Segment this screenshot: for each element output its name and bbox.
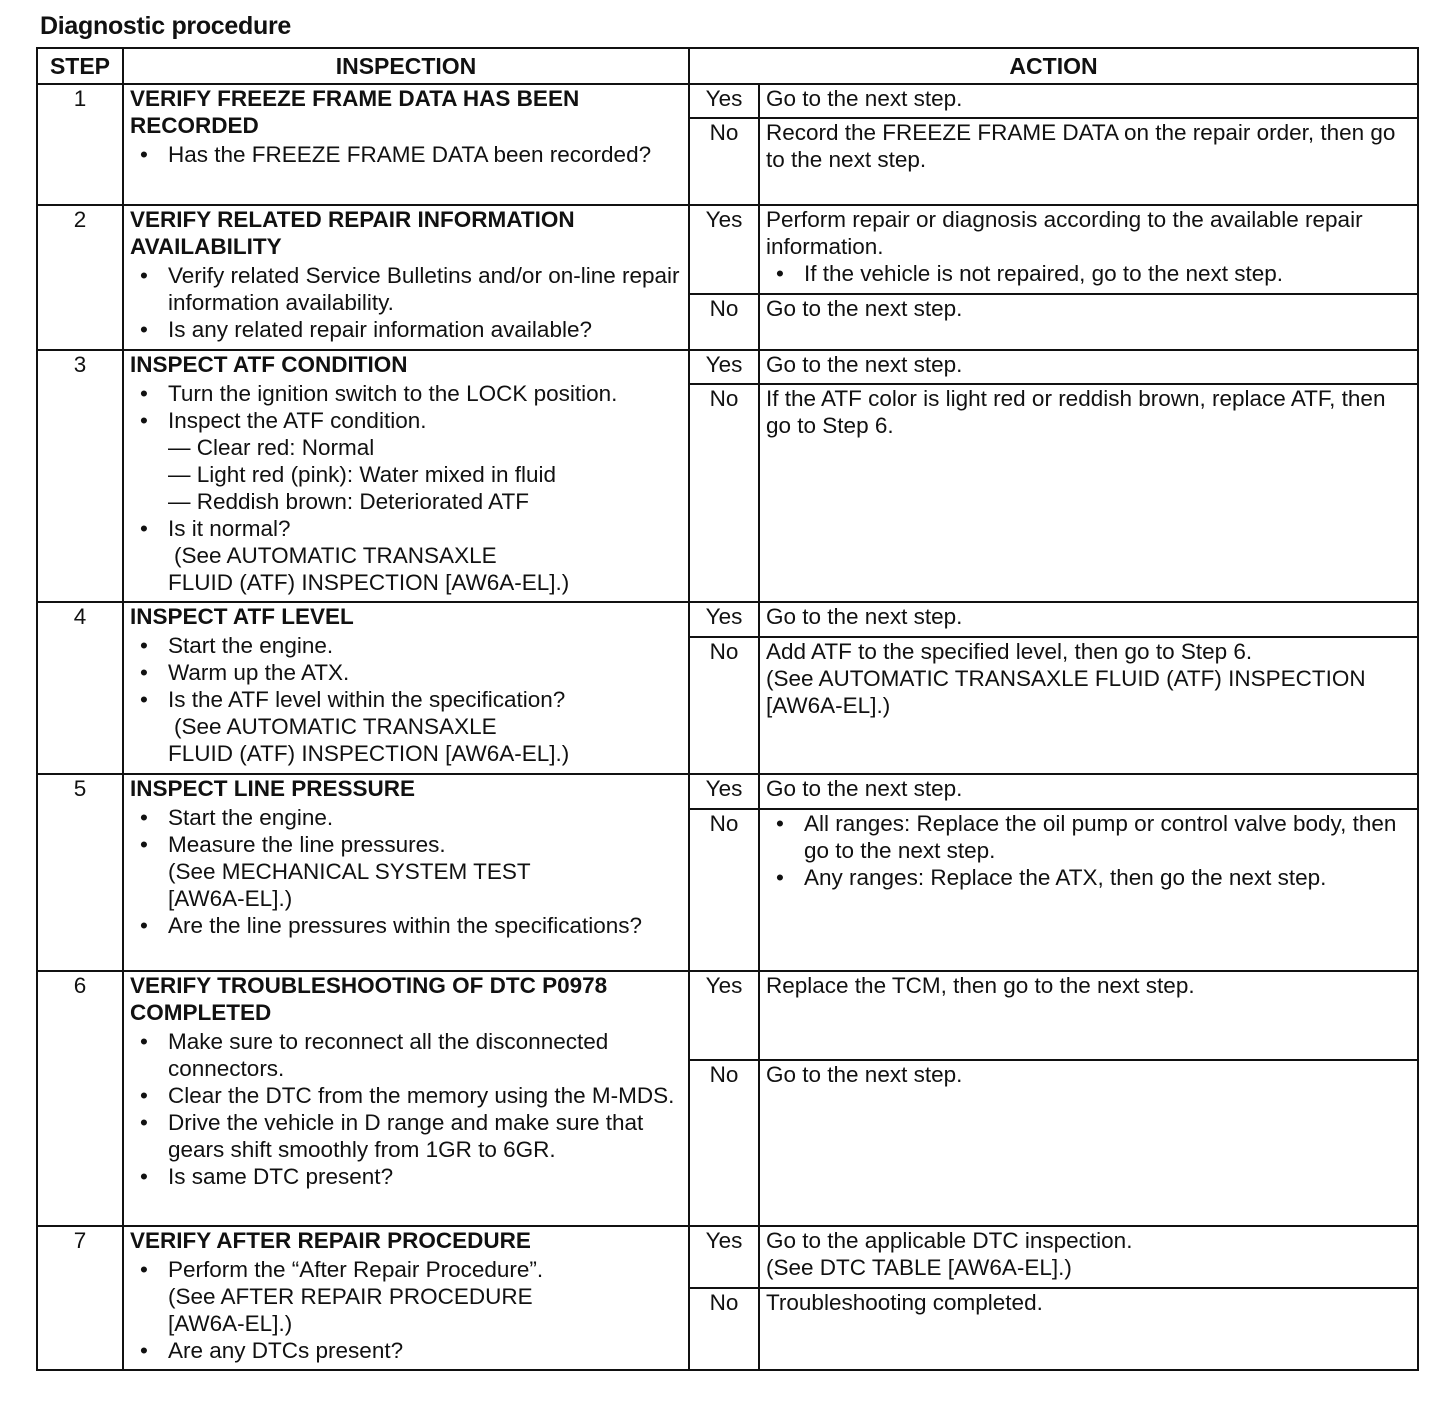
inspection-heading: VERIFY FREEZE FRAME DATA HAS BEEN RECORDED xyxy=(130,86,580,138)
inspection-subitem: — Light red (pink): Water mixed in fluid xyxy=(168,462,557,487)
no-action xyxy=(759,294,1418,350)
inspection-reference: (See AFTER REPAIR PROCEDURE xyxy=(168,1284,533,1309)
table-row xyxy=(37,971,1418,1060)
step-number: 4 xyxy=(37,602,123,774)
inspection-item: • Turn the ignition switch to the LOCK position. xyxy=(130,380,682,407)
action-item: • Any ranges: Replace the ATX, then go the next step. xyxy=(766,864,1411,891)
action-text: (See AUTOMATIC TRANSAXLE FLUID (ATF) INSPECTION [AW6A-EL].) xyxy=(766,666,1366,718)
yes-action xyxy=(759,1226,1418,1288)
inspection-item: • Measure the line pressures. xyxy=(130,831,682,858)
inspection-cell xyxy=(123,971,689,1226)
inspection-list xyxy=(130,804,682,939)
action-text: (See DTC TABLE [AW6A-EL].) xyxy=(766,1255,1072,1280)
no-action xyxy=(759,384,1418,602)
action-text: Go to the next step. xyxy=(766,296,963,321)
header-inspection: INSPECTION xyxy=(123,48,689,84)
inspection-reference: (See MECHANICAL SYSTEM TEST xyxy=(168,859,531,884)
no-label: No xyxy=(689,1288,759,1370)
action-text: Add ATF to the specified level, then go to Step 6. xyxy=(766,639,1253,664)
inspection-item: • Verify related Service Bulletins and/or on-line repair information availability. xyxy=(130,262,682,316)
action-text: Go to the next step. xyxy=(766,776,963,801)
inspection-heading: INSPECT ATF LEVEL xyxy=(130,604,354,629)
action-list xyxy=(766,260,1411,287)
table-row xyxy=(37,205,1418,294)
action-text: Troubleshooting completed. xyxy=(766,1290,1043,1315)
inspection-heading: INSPECT LINE PRESSURE xyxy=(130,776,416,801)
table-row xyxy=(37,602,1418,637)
inspection-reference: [AW6A-EL].) xyxy=(168,1311,293,1336)
action-list xyxy=(766,810,1411,891)
inspection-item: • Are any DTCs present? xyxy=(130,1337,682,1364)
inspection-item: • Start the engine. xyxy=(130,804,682,831)
header-action: ACTION xyxy=(689,48,1418,84)
no-label: No xyxy=(689,637,759,774)
action-text: Replace the TCM, then go to the next step. xyxy=(766,973,1195,998)
step-number: 7 xyxy=(37,1226,123,1370)
action-text: If the ATF color is light red or reddish brown, replace ATF, then go to Step 6. xyxy=(766,386,1386,438)
inspection-item: • Start the engine. xyxy=(130,632,682,659)
action-text: Go to the next step. xyxy=(766,352,963,377)
inspection-cell xyxy=(123,1226,689,1370)
table-row xyxy=(37,350,1418,384)
action-text: Go to the next step. xyxy=(766,86,963,111)
inspection-item: • Is any related repair information available? xyxy=(130,316,682,343)
action-text: Perform repair or diagnosis according to the available repair information. xyxy=(766,207,1363,259)
no-action xyxy=(759,1288,1418,1370)
inspection-heading: VERIFY RELATED REPAIR INFORMATION AVAILABILITY xyxy=(130,207,575,259)
inspection-item: • Make sure to reconnect all the disconnected connectors. xyxy=(130,1028,682,1082)
diagnostic-table xyxy=(36,47,1419,1371)
table-header-row xyxy=(37,48,1418,84)
inspection-heading: VERIFY AFTER REPAIR PROCEDURE xyxy=(130,1228,531,1253)
inspection-subitem: — Reddish brown: Deteriorated ATF xyxy=(168,489,529,514)
inspection-heading: INSPECT ATF CONDITION xyxy=(130,352,408,377)
inspection-item: • Drive the vehicle in D range and make sure that gears shift smoothly from 1GR to 6GR. xyxy=(130,1109,682,1163)
yes-label: Yes xyxy=(689,971,759,1060)
yes-label: Yes xyxy=(689,1226,759,1288)
step-number: 3 xyxy=(37,350,123,602)
inspection-item: • Perform the “After Repair Procedure”. xyxy=(130,1256,682,1283)
no-label: No xyxy=(689,809,759,971)
step-number: 2 xyxy=(37,205,123,350)
action-item: • If the vehicle is not repaired, go to the next step. xyxy=(766,260,1411,287)
inspection-reference: FLUID (ATF) INSPECTION [AW6A-EL].) xyxy=(168,570,570,595)
inspection-cell xyxy=(123,602,689,774)
no-action xyxy=(759,1060,1418,1226)
inspection-item: • Are the line pressures within the specifications? xyxy=(130,912,682,939)
step-number: 5 xyxy=(37,774,123,971)
step-number: 6 xyxy=(37,971,123,1226)
no-label: No xyxy=(689,118,759,205)
table-row xyxy=(37,1226,1418,1288)
inspection-item: • Inspect the ATF condition. xyxy=(130,407,682,434)
inspection-item: • Is the ATF level within the specification? xyxy=(130,686,682,713)
inspection-item: • Clear the DTC from the memory using the M-MDS. xyxy=(130,1082,682,1109)
yes-action xyxy=(759,205,1418,294)
inspection-list xyxy=(130,380,682,596)
no-action xyxy=(759,809,1418,971)
yes-action xyxy=(759,602,1418,637)
inspection-heading: VERIFY TROUBLESHOOTING OF DTC P0978 COMPLETED xyxy=(130,973,608,1025)
inspection-subitem: — Clear red: Normal xyxy=(168,435,375,460)
inspection-reference: (See AUTOMATIC TRANSAXLE xyxy=(174,714,497,739)
yes-action xyxy=(759,350,1418,384)
inspection-cell xyxy=(123,774,689,971)
inspection-reference: [AW6A-EL].) xyxy=(168,886,293,911)
inspection-reference: (See AUTOMATIC TRANSAXLE xyxy=(174,543,497,568)
action-text: Go to the applicable DTC inspection. xyxy=(766,1228,1133,1253)
no-label: No xyxy=(689,1060,759,1226)
action-text: Go to the next step. xyxy=(766,604,963,629)
table-row xyxy=(37,774,1418,809)
inspection-list xyxy=(130,632,682,767)
yes-action xyxy=(759,84,1418,118)
inspection-cell xyxy=(123,350,689,602)
table-row xyxy=(37,84,1418,118)
no-action xyxy=(759,118,1418,205)
action-item: • All ranges: Replace the oil pump or control valve body, then go to the next step. xyxy=(766,810,1411,864)
yes-label: Yes xyxy=(689,602,759,637)
step-number: 1 xyxy=(37,84,123,205)
inspection-item: • Has the FREEZE FRAME DATA been recorded? xyxy=(130,141,682,168)
yes-label: Yes xyxy=(689,350,759,384)
action-text: Go to the next step. xyxy=(766,1062,963,1087)
inspection-reference: FLUID (ATF) INSPECTION [AW6A-EL].) xyxy=(168,741,570,766)
yes-action xyxy=(759,774,1418,809)
yes-label: Yes xyxy=(689,774,759,809)
inspection-list xyxy=(130,141,682,168)
action-text: Record the FREEZE FRAME DATA on the repair order, then go to the next step. xyxy=(766,120,1396,172)
yes-action xyxy=(759,971,1418,1060)
inspection-list xyxy=(130,1256,682,1364)
inspection-cell xyxy=(123,84,689,205)
yes-label: Yes xyxy=(689,84,759,118)
no-label: No xyxy=(689,384,759,602)
no-action xyxy=(759,637,1418,774)
page-title: Diagnostic procedure xyxy=(40,12,291,40)
inspection-list xyxy=(130,262,682,343)
no-label: No xyxy=(689,294,759,350)
yes-label: Yes xyxy=(689,205,759,294)
inspection-item: • Is same DTC present? xyxy=(130,1163,682,1190)
header-step: STEP xyxy=(37,48,123,84)
inspection-item: • Warm up the ATX. xyxy=(130,659,682,686)
inspection-cell xyxy=(123,205,689,350)
inspection-list xyxy=(130,1028,682,1190)
inspection-item: • Is it normal? xyxy=(130,515,682,542)
